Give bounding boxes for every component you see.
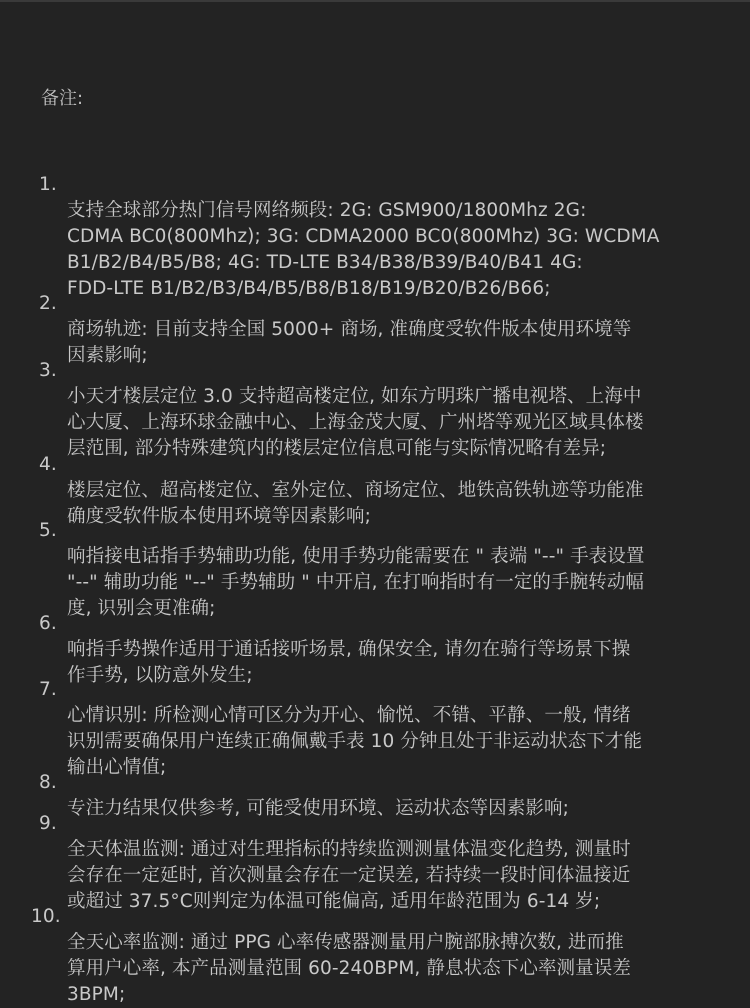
note-text: 专注力结果仅供参考, 可能受使用环境、运动状态等因素影响; — [67, 798, 569, 819]
notes-heading: 备注: — [41, 88, 84, 109]
note-number: 7. — [39, 679, 57, 700]
note-number: 1. — [39, 174, 57, 195]
note-number: 10. — [31, 906, 61, 927]
note-text: 楼层定位、超高楼定位、室外定位、商场定位、地铁高铁轨迹等功能准 确度受软件版本使用环境等因素影响; — [67, 480, 644, 527]
note-number: 6. — [39, 613, 57, 634]
note-number: 5. — [39, 520, 57, 541]
note-number: 9. — [39, 813, 57, 834]
note-text: 全天体温监测: 通过对生理指标的持续监测测量体温变化趋势, 测量时 会存在一定延时, 首次测量会存在一定误差, 若持续一段时间体温接近 或超过 37.5°C则判定为体温可能偏高, 适用年龄范围为 6-14 岁; — [67, 839, 631, 912]
note-text: 响指手势操作适用于通话接听场景, 确保安全, 请勿在骑行等场景下操 作手势, 以防意外发生; — [67, 639, 631, 686]
note-number: 4. — [39, 454, 57, 475]
note-number: 3. — [39, 360, 57, 381]
note-text: 心情识别: 所检测心情可区分为开心、愉悦、不错、平静、一般, 情绪 识别需要确保用户连续正确佩戴手表 10 分钟且处于非运动状态下才能 输出心情值; — [67, 705, 643, 778]
note-number: 2. — [39, 293, 57, 314]
note-number: 8. — [39, 772, 57, 793]
note-text: 商场轨迹: 目前支持全国 5000+ 商场, 准确度受软件版本使用环境等 因素影响; — [67, 319, 632, 366]
note-text: 全天心率监测: 通过 PPG 心率传感器测量用户腕部脉搏次数, 进而推 算用户心率, 本产品测量范围 60-240BPM, 静息状态下心率测量误差 3BPM; — [67, 932, 631, 1005]
note-text: 小天才楼层定位 3.0 支持超高楼定位, 如东方明珠广播电视塔、上海中 心大厦、上海环球金融中心、上海金茂大厦、广州塔等观光区域具体楼 层范围, 部分特殊建筑内的楼层定位信息可能与实际情况略有差异; — [67, 386, 644, 459]
note-text: 响指接电话指手势辅助功能, 使用手势功能需要在 " 表端 "--" 手表设置 "--" 辅助功能 "--" 手势辅助 " 中开启, 在打响指时有一定的手腕转动幅 度, 识别会更准确; — [67, 546, 645, 619]
note-item — [31, 878, 727, 1008]
note-text: 支持全球部分热门信号网络频段: 2G: GSM900/1800Mhz 2G: CDMA BC0(800Mhz); 3G: CDMA2000 BC0(800Mhz) 3G: WCDMA B1/B2/B4/B5/B8; 4G: TD-LTE B34/B38/B39/B40/B41 4G: FDD-LTE B1/B2/B3/B4/B5/B8/B18/B19/B20/B26/B66; — [67, 200, 660, 299]
top-divider — [0, 0, 750, 2]
